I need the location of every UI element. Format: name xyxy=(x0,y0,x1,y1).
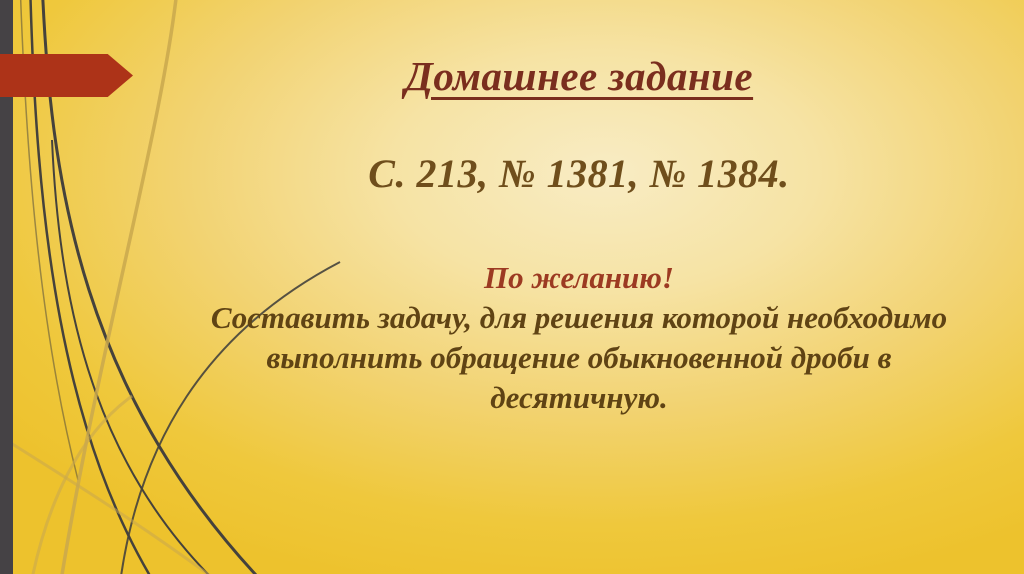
arrow-pennant xyxy=(0,54,133,97)
optional-line: десятичную. xyxy=(490,380,668,415)
slide-content xyxy=(148,0,1010,574)
optional-section xyxy=(148,258,1010,418)
grass-blade-light xyxy=(28,396,132,574)
optional-line: Составить задачу, для решения которой необходимо xyxy=(210,300,948,335)
slide-title: Домашнее задание xyxy=(404,53,754,99)
assignment-text: С. 213, № 1381, № 1384. xyxy=(368,151,790,196)
optional-line: выполнить обращение обыкновенной дроби в xyxy=(266,340,892,375)
optional-heading: По желанию! xyxy=(483,260,674,295)
